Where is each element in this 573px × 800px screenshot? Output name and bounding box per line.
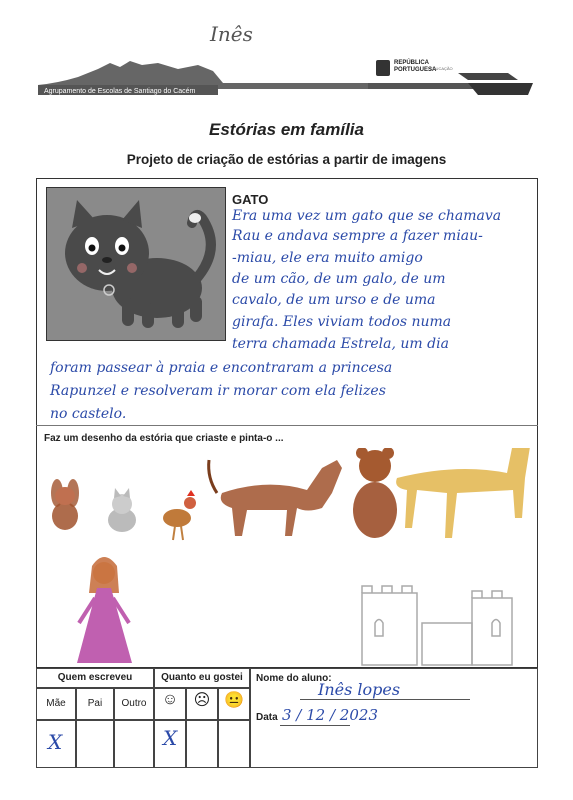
cat-picture-frame	[46, 187, 226, 341]
story-line: -miau, ele era muito amigo	[232, 250, 423, 266]
story-line: Rapunzel e resolveram ir morar com ela felizes	[50, 383, 386, 399]
date-value[interactable]: 3 / 12 / 2023	[282, 706, 378, 724]
student-name-underline	[300, 699, 470, 700]
option-label-pai: Pai	[87, 698, 103, 709]
who-wrote-label: Quem escreveu	[57, 672, 133, 683]
story-line: terra chamada Estrela, um dia	[232, 336, 449, 352]
answer-cell-pai[interactable]	[76, 720, 114, 768]
option-label-mae: Mãe	[46, 698, 66, 709]
student-name-label: Nome do aluno:	[256, 673, 332, 684]
story-line: de um cão, de um galo, de um	[232, 271, 446, 287]
rating-label: Quanto eu gostei	[161, 672, 243, 683]
story-line: Rau e andava sempre a fazer miau-	[232, 228, 483, 244]
answer-cell-outro[interactable]	[114, 720, 154, 768]
student-signature-top: Inês	[210, 22, 253, 46]
sad-face-icon[interactable]: ☹	[193, 692, 211, 709]
option-label-outro: Outro	[121, 698, 147, 709]
page-subtitle: Projeto de criação de estórias a partir de imagens	[126, 152, 447, 167]
drawing-horse	[209, 460, 342, 536]
date-label: Data	[256, 712, 278, 723]
school-name: Agrupamento de Escolas de Santiago do Cacém	[44, 88, 196, 95]
drawing-princess	[77, 557, 132, 663]
republic-subtext: EDUCAÇÃO	[430, 66, 453, 71]
drawing-castle	[362, 586, 512, 665]
republic-text-2: PORTUGUESA	[394, 67, 437, 73]
neutral-face-icon[interactable]: 😐	[224, 692, 244, 709]
drawing-giraffe	[396, 448, 533, 538]
mark-happy: X	[163, 726, 178, 750]
drawing-rooster	[163, 490, 196, 540]
story-divider	[36, 425, 538, 426]
republic-text-1: REPÚBLICA	[394, 60, 430, 66]
story-heading: GATO	[232, 192, 269, 207]
drawing-cat	[108, 488, 136, 532]
child-drawing	[37, 448, 537, 668]
drawing-bear	[353, 448, 397, 538]
answer-cell-neutral[interactable]	[218, 720, 250, 768]
happy-face-icon[interactable]: ☺	[161, 691, 179, 708]
student-name-value[interactable]: Inês lopes	[318, 680, 401, 699]
date-underline	[280, 725, 350, 726]
story-line: Era uma vez um gato que se chamava	[232, 208, 502, 224]
page-title: Estórias em família	[209, 120, 364, 139]
story-line: girafa. Eles viviam todos numa	[232, 314, 452, 330]
mark-mae: X	[48, 730, 63, 754]
story-line: no castelo.	[50, 406, 127, 422]
drawing-prompt: Faz um desenho da estória que criaste e pinta-o ...	[44, 433, 284, 444]
story-line: foram passear à praia e encontraram a princesa	[50, 360, 393, 376]
answer-cell-sad[interactable]	[186, 720, 218, 768]
cat-illustration	[47, 188, 225, 340]
story-line: cavalo, de um urso e de uma	[232, 292, 436, 308]
republic-logo	[376, 60, 390, 76]
drawing-dog	[51, 479, 79, 530]
